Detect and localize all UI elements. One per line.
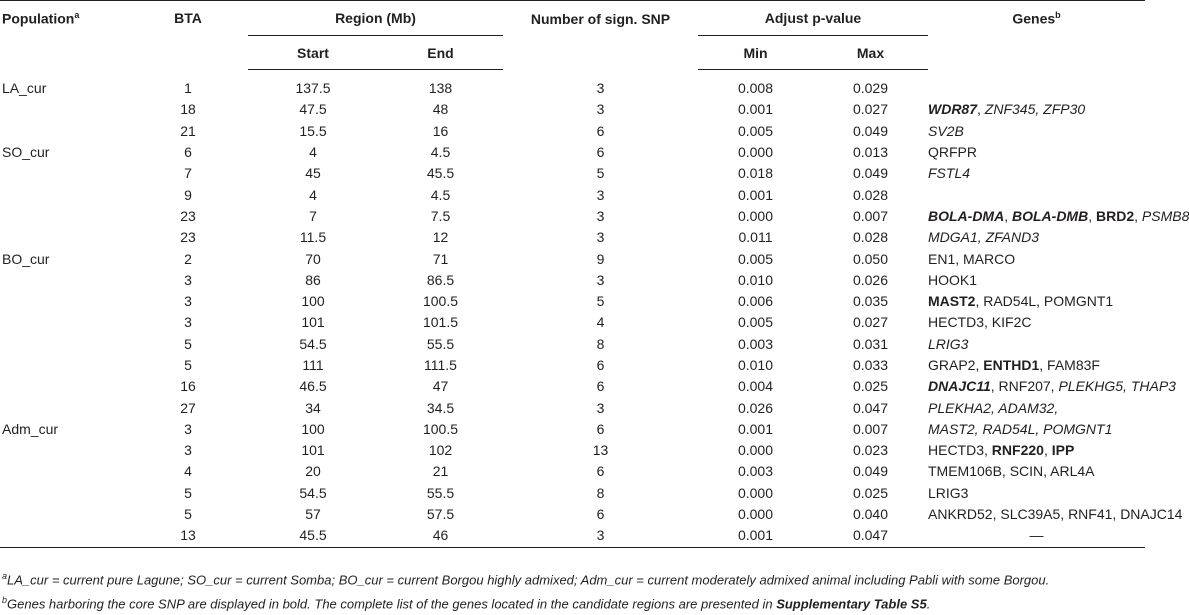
footnote-a: $^a$LA_cur = current pure Lagune; SO_cur = current Somba; BO_cur = current Borgou highly admixed; Adm_cur = current moderately admixed animal including Pabli with some Borgou. bbox=[2, 571, 1050, 588]
gene-segment: MAST2 bbox=[928, 293, 976, 310]
cell-num-snp: 9 bbox=[596, 250, 605, 267]
gene-segment: PLEKHA2, ADAM32, bbox=[928, 399, 1059, 416]
cell-min: 0.001 bbox=[737, 420, 774, 437]
header-genes: Genes$^b$ bbox=[928, 1, 1145, 70]
cell-population bbox=[0, 227, 128, 248]
cell-population: Adm_cur bbox=[2, 420, 59, 437]
table-row bbox=[0, 355, 1145, 376]
cell-start: 137.5 bbox=[295, 80, 331, 97]
cell-bta: 9 bbox=[184, 186, 192, 203]
cell-num-snp: 3 bbox=[596, 80, 605, 97]
cell-end: 100.5 bbox=[422, 420, 459, 437]
gene-segment: , bbox=[1088, 207, 1096, 224]
cell-population: BO_cur bbox=[2, 250, 50, 267]
cell-genes bbox=[928, 334, 1145, 355]
cell-min: 0.000 bbox=[737, 207, 774, 224]
cell-bta: 5 bbox=[184, 506, 192, 523]
cell-population bbox=[0, 121, 128, 142]
gene-segment: FSTL4 bbox=[928, 165, 971, 182]
cell-min: 0.000 bbox=[737, 144, 774, 161]
cell-end: 55.5 bbox=[426, 335, 455, 352]
cell-min: 0.001 bbox=[737, 186, 774, 203]
cell-num-snp: 6 bbox=[596, 420, 605, 437]
cell-bta: 27 bbox=[180, 399, 196, 416]
cell-bta: 5 bbox=[184, 484, 192, 501]
cell-max: 0.033 bbox=[852, 357, 889, 373]
cell-genes bbox=[928, 312, 1145, 333]
gene-segment: PLEKHG5, THAP3 bbox=[1058, 378, 1176, 395]
table-row bbox=[0, 504, 1145, 525]
cell-start: 54.5 bbox=[299, 335, 327, 352]
table-row bbox=[0, 206, 1145, 227]
cell-max: 0.023 bbox=[852, 442, 889, 459]
header-max: Max bbox=[813, 36, 928, 70]
gene-segment: TMEM106B, SCIN, ARL4A bbox=[928, 463, 1095, 480]
cell-num-snp: 6 bbox=[596, 144, 605, 161]
cell-population bbox=[0, 504, 128, 525]
table-row bbox=[0, 99, 1145, 120]
cell-start: 101 bbox=[301, 314, 325, 331]
gene-segment: , bbox=[1043, 442, 1052, 459]
cell-bta: 3 bbox=[184, 314, 192, 331]
cell-max: 0.007 bbox=[852, 420, 889, 437]
cell-min: 0.000 bbox=[737, 484, 774, 501]
cell-num-snp: 3 bbox=[596, 207, 605, 224]
cell-population bbox=[0, 206, 128, 227]
cell-end: 34.5 bbox=[426, 399, 455, 416]
cell-bta: 5 bbox=[184, 335, 192, 352]
cell-genes bbox=[928, 270, 1145, 291]
cell-population bbox=[0, 270, 128, 291]
table-row bbox=[0, 461, 1145, 482]
cell-start: 45 bbox=[305, 165, 321, 182]
cell-end: 86.5 bbox=[426, 271, 455, 288]
cell-start: 7 bbox=[309, 207, 317, 224]
cell-num-snp: 6 bbox=[596, 357, 605, 373]
table-row bbox=[0, 227, 1145, 248]
cell-start: 4 bbox=[309, 144, 317, 161]
table-row bbox=[0, 78, 1145, 99]
cell-max: 0.040 bbox=[852, 506, 889, 523]
gene-segment: BRD2 bbox=[1096, 207, 1135, 224]
table-row bbox=[0, 184, 1145, 205]
cell-genes bbox=[928, 525, 1145, 547]
cell-population bbox=[0, 291, 128, 312]
cell-end: 138 bbox=[428, 80, 453, 97]
cell-bta: 16 bbox=[180, 378, 196, 395]
gene-segment: SV2B bbox=[928, 122, 964, 139]
cell-max: 0.013 bbox=[852, 144, 889, 161]
gene-segment: DNAJC11 bbox=[928, 378, 991, 395]
table-row bbox=[0, 440, 1145, 461]
header-start: Start bbox=[248, 36, 378, 70]
table-row bbox=[0, 291, 1145, 312]
cell-end: 101.5 bbox=[422, 314, 459, 331]
gene-segment: LRIG3 bbox=[928, 335, 969, 352]
cell-max: 0.027 bbox=[852, 101, 889, 118]
cell-genes bbox=[928, 355, 1145, 376]
cell-max: 0.025 bbox=[852, 484, 889, 501]
cell-bta: 7 bbox=[184, 165, 192, 182]
cell-genes bbox=[928, 291, 1145, 312]
cell-start: 34 bbox=[305, 399, 321, 416]
gene-segment: EN1, MARCO bbox=[928, 250, 1016, 267]
cell-population bbox=[0, 312, 128, 333]
cell-population bbox=[0, 525, 128, 547]
cell-end: 21 bbox=[432, 463, 449, 480]
gene-segment: ANKRD52, SLC39A5, RNF41, DNAJC14 bbox=[928, 506, 1183, 523]
cell-bta: 13 bbox=[128, 525, 248, 547]
header-bta: BTA bbox=[128, 1, 248, 70]
cell-population bbox=[0, 334, 128, 355]
cell-start: 46.5 bbox=[299, 378, 327, 395]
cell-min: 0.005 bbox=[737, 250, 774, 267]
cell-num-snp: 8 bbox=[596, 484, 605, 501]
table-row bbox=[0, 483, 1145, 504]
cell-num-snp: 6 bbox=[596, 506, 605, 523]
supplementary-table-link[interactable]: Supplementary Table S5 bbox=[776, 596, 927, 612]
cell-start: 45.5 bbox=[248, 525, 378, 547]
header-number-of-sign-snp: Number of sign. SNP bbox=[503, 1, 698, 70]
gene-segment: HECTD3, KIF2C bbox=[928, 314, 1032, 331]
cell-bta: 18 bbox=[180, 101, 196, 118]
gene-segment: WDR87 bbox=[928, 101, 978, 118]
cell-num-snp: 3 bbox=[503, 525, 698, 547]
cell-start: 100 bbox=[301, 420, 325, 437]
cell-end: 12 bbox=[432, 229, 449, 246]
cell-genes bbox=[928, 121, 1145, 142]
cell-genes bbox=[928, 483, 1145, 504]
cell-min: 0.001 bbox=[737, 101, 774, 118]
cell-population bbox=[0, 355, 128, 376]
cell-population bbox=[0, 461, 128, 482]
cell-genes bbox=[928, 419, 1145, 440]
cell-min: 0.018 bbox=[737, 165, 774, 182]
cell-max: 0.028 bbox=[852, 186, 889, 203]
cell-start: 11.5 bbox=[299, 229, 327, 246]
table-row bbox=[0, 376, 1145, 397]
cell-population bbox=[0, 397, 128, 418]
table-row bbox=[0, 397, 1145, 418]
footnotes bbox=[2, 566, 1142, 615]
gene-segment: ENTHD1 bbox=[983, 357, 1040, 373]
cell-max: 0.050 bbox=[852, 250, 889, 267]
cell-bta: 2 bbox=[184, 250, 192, 267]
gene-segment: LRIG3 bbox=[928, 484, 969, 501]
cell-start: 4 bbox=[309, 186, 317, 203]
cell-max: 0.047 bbox=[852, 399, 889, 416]
gene-segment: , FAM83F bbox=[1039, 357, 1100, 373]
cell-min: 0.006 bbox=[737, 293, 774, 310]
cell-num-snp: 3 bbox=[596, 271, 605, 288]
cell-population bbox=[0, 376, 128, 397]
cell-end: 48 bbox=[432, 101, 449, 118]
header-end: End bbox=[378, 36, 503, 70]
gene-segment: QRFPR bbox=[928, 144, 977, 161]
cell-max: 0.035 bbox=[852, 293, 889, 310]
header-adjust-p-value: Adjust p-value bbox=[698, 1, 928, 36]
cell-num-snp: 5 bbox=[596, 165, 605, 182]
cell-bta: 4 bbox=[184, 463, 192, 480]
table-row bbox=[0, 312, 1145, 333]
cell-bta: 3 bbox=[184, 293, 192, 310]
cell-end: 111.5 bbox=[424, 357, 457, 373]
cell-start: 20 bbox=[305, 463, 321, 480]
cell-end: 4.5 bbox=[430, 186, 451, 203]
cell-min: 0.026 bbox=[737, 399, 774, 416]
cell-start: 70 bbox=[305, 250, 321, 267]
cell-bta: 5 bbox=[184, 357, 192, 373]
cell-min: 0.004 bbox=[737, 378, 774, 395]
cell-genes bbox=[928, 184, 1145, 205]
cell-bta: 21 bbox=[180, 122, 196, 139]
header-min: Min bbox=[698, 36, 813, 70]
cell-population bbox=[0, 163, 128, 184]
cell-end: 100.5 bbox=[422, 293, 459, 310]
table-row bbox=[0, 419, 1145, 440]
cell-bta: 3 bbox=[184, 442, 192, 459]
gene-segment: IPP bbox=[1051, 442, 1075, 459]
cell-bta: 3 bbox=[184, 420, 192, 437]
cell-population bbox=[0, 483, 128, 504]
cell-end: 46 bbox=[378, 525, 503, 547]
cell-start: 86 bbox=[305, 271, 321, 288]
cell-max: 0.047 bbox=[813, 525, 928, 547]
gene-segment: MDGA1, ZFAND3 bbox=[928, 229, 1039, 246]
cell-end: 47 bbox=[432, 378, 449, 395]
cell-min: 0.003 bbox=[737, 463, 774, 480]
cell-genes bbox=[928, 206, 1189, 227]
cell-genes bbox=[928, 440, 1145, 461]
footnote-b: $^b$Genes harboring the core SNP are displayed in bold. The complete list of the genes located in the candidate regions are presented in Supplementary Table S5. bbox=[2, 595, 931, 612]
cell-max: 0.007 bbox=[852, 207, 889, 224]
cell-min: 0.001 bbox=[698, 525, 813, 547]
cell-min: 0.008 bbox=[737, 80, 774, 97]
cell-max: 0.027 bbox=[852, 314, 889, 331]
cell-population: SO_cur bbox=[2, 144, 50, 161]
gene-segment: , RAD54L, POMGNT1 bbox=[975, 293, 1114, 310]
cell-end: 16 bbox=[432, 122, 449, 139]
cell-start: 54.5 bbox=[299, 484, 327, 501]
cell-max: 0.026 bbox=[852, 271, 889, 288]
table-row bbox=[0, 248, 1145, 269]
cell-num-snp: 3 bbox=[596, 399, 605, 416]
cell-start: 111 bbox=[302, 357, 324, 373]
cell-bta: 1 bbox=[184, 80, 192, 97]
cell-end: 7.5 bbox=[430, 207, 451, 224]
table-row bbox=[0, 142, 1145, 163]
gene-segment: , bbox=[977, 101, 985, 118]
cell-end: 71 bbox=[432, 250, 449, 267]
cell-population: LA_cur bbox=[2, 80, 47, 97]
cell-num-snp: 4 bbox=[596, 314, 605, 331]
gene-segment: ZNF345, ZFP30 bbox=[984, 101, 1086, 118]
gene-segment: RNF220 bbox=[991, 442, 1044, 459]
cell-start: 57 bbox=[305, 506, 321, 523]
cell-end: 45.5 bbox=[426, 165, 455, 182]
cell-bta: 23 bbox=[180, 207, 196, 224]
gene-segment: BOLA-DMA bbox=[928, 207, 1005, 224]
cell-genes bbox=[928, 163, 1145, 184]
cell-genes bbox=[928, 248, 1145, 269]
cell-genes bbox=[928, 461, 1145, 482]
cell-min: 0.010 bbox=[737, 357, 774, 373]
cell-max: 0.049 bbox=[852, 165, 889, 182]
table-row bbox=[0, 270, 1145, 291]
cell-population bbox=[0, 184, 128, 205]
cell-num-snp: 6 bbox=[596, 122, 605, 139]
gene-segment: BOLA-DMB bbox=[1012, 207, 1089, 224]
cell-genes bbox=[928, 78, 1145, 99]
cell-end: 55.5 bbox=[426, 484, 455, 501]
cell-num-snp: 13 bbox=[592, 442, 609, 459]
table-row bbox=[0, 121, 1145, 142]
cell-min: 0.005 bbox=[737, 314, 774, 331]
cell-num-snp: 3 bbox=[596, 229, 605, 246]
cell-min: 0.011 bbox=[738, 229, 773, 246]
gene-segment: HECTD3, bbox=[928, 442, 992, 459]
gene-segment: MAST2, RAD54L, POMGNT1 bbox=[928, 420, 1113, 437]
cell-genes bbox=[928, 227, 1145, 248]
cell-genes bbox=[928, 376, 1176, 397]
cell-end: 57.5 bbox=[426, 506, 455, 523]
cell-max: 0.031 bbox=[852, 335, 889, 352]
cell-max: 0.049 bbox=[852, 122, 889, 139]
gene-segment: — bbox=[1029, 527, 1044, 544]
cell-start: 100 bbox=[301, 293, 325, 310]
cell-end: 4.5 bbox=[430, 144, 451, 161]
gene-segment: HOOK1 bbox=[928, 271, 978, 288]
cell-num-snp: 6 bbox=[596, 463, 605, 480]
table-row bbox=[0, 163, 1145, 184]
cell-start: 47.5 bbox=[299, 101, 327, 118]
cell-max: 0.025 bbox=[852, 378, 889, 395]
gene-segment: PSMB8 bbox=[1141, 207, 1189, 224]
cell-num-snp: 6 bbox=[596, 378, 605, 395]
cell-num-snp: 3 bbox=[596, 101, 605, 118]
cell-genes bbox=[928, 504, 1183, 525]
table-row bbox=[0, 525, 1145, 547]
cell-min: 0.000 bbox=[737, 506, 774, 523]
cell-bta: 23 bbox=[180, 229, 196, 246]
cell-num-snp: 8 bbox=[596, 335, 605, 352]
cell-genes bbox=[928, 99, 1145, 120]
table-row bbox=[0, 334, 1145, 355]
cell-genes bbox=[928, 142, 1145, 163]
cell-bta: 3 bbox=[184, 271, 192, 288]
cell-start: 15.5 bbox=[299, 122, 327, 139]
header-region: Region (Mb) bbox=[248, 1, 503, 36]
cell-min: 0.005 bbox=[737, 122, 774, 139]
gene-segment: GRAP2, bbox=[928, 357, 984, 373]
cell-max: 0.029 bbox=[852, 80, 889, 97]
cell-min: 0.010 bbox=[737, 271, 774, 288]
gene-segment: , RNF207, bbox=[990, 378, 1059, 395]
cell-max: 0.028 bbox=[852, 229, 889, 246]
gene-segment: , bbox=[1004, 207, 1012, 224]
header-population: Population$^a$ bbox=[0, 1, 128, 70]
cell-num-snp: 3 bbox=[596, 186, 605, 203]
cell-genes bbox=[928, 397, 1145, 418]
cell-min: 0.000 bbox=[737, 442, 774, 459]
gene-segment: , bbox=[1134, 207, 1142, 224]
cell-start: 101 bbox=[301, 442, 325, 459]
cell-num-snp: 5 bbox=[596, 293, 605, 310]
cell-end: 102 bbox=[428, 442, 453, 459]
cell-max: 0.049 bbox=[852, 463, 889, 480]
cell-min: 0.003 bbox=[737, 335, 774, 352]
cell-bta: 6 bbox=[184, 144, 192, 161]
cell-population bbox=[0, 440, 128, 461]
cell-population bbox=[0, 99, 128, 120]
